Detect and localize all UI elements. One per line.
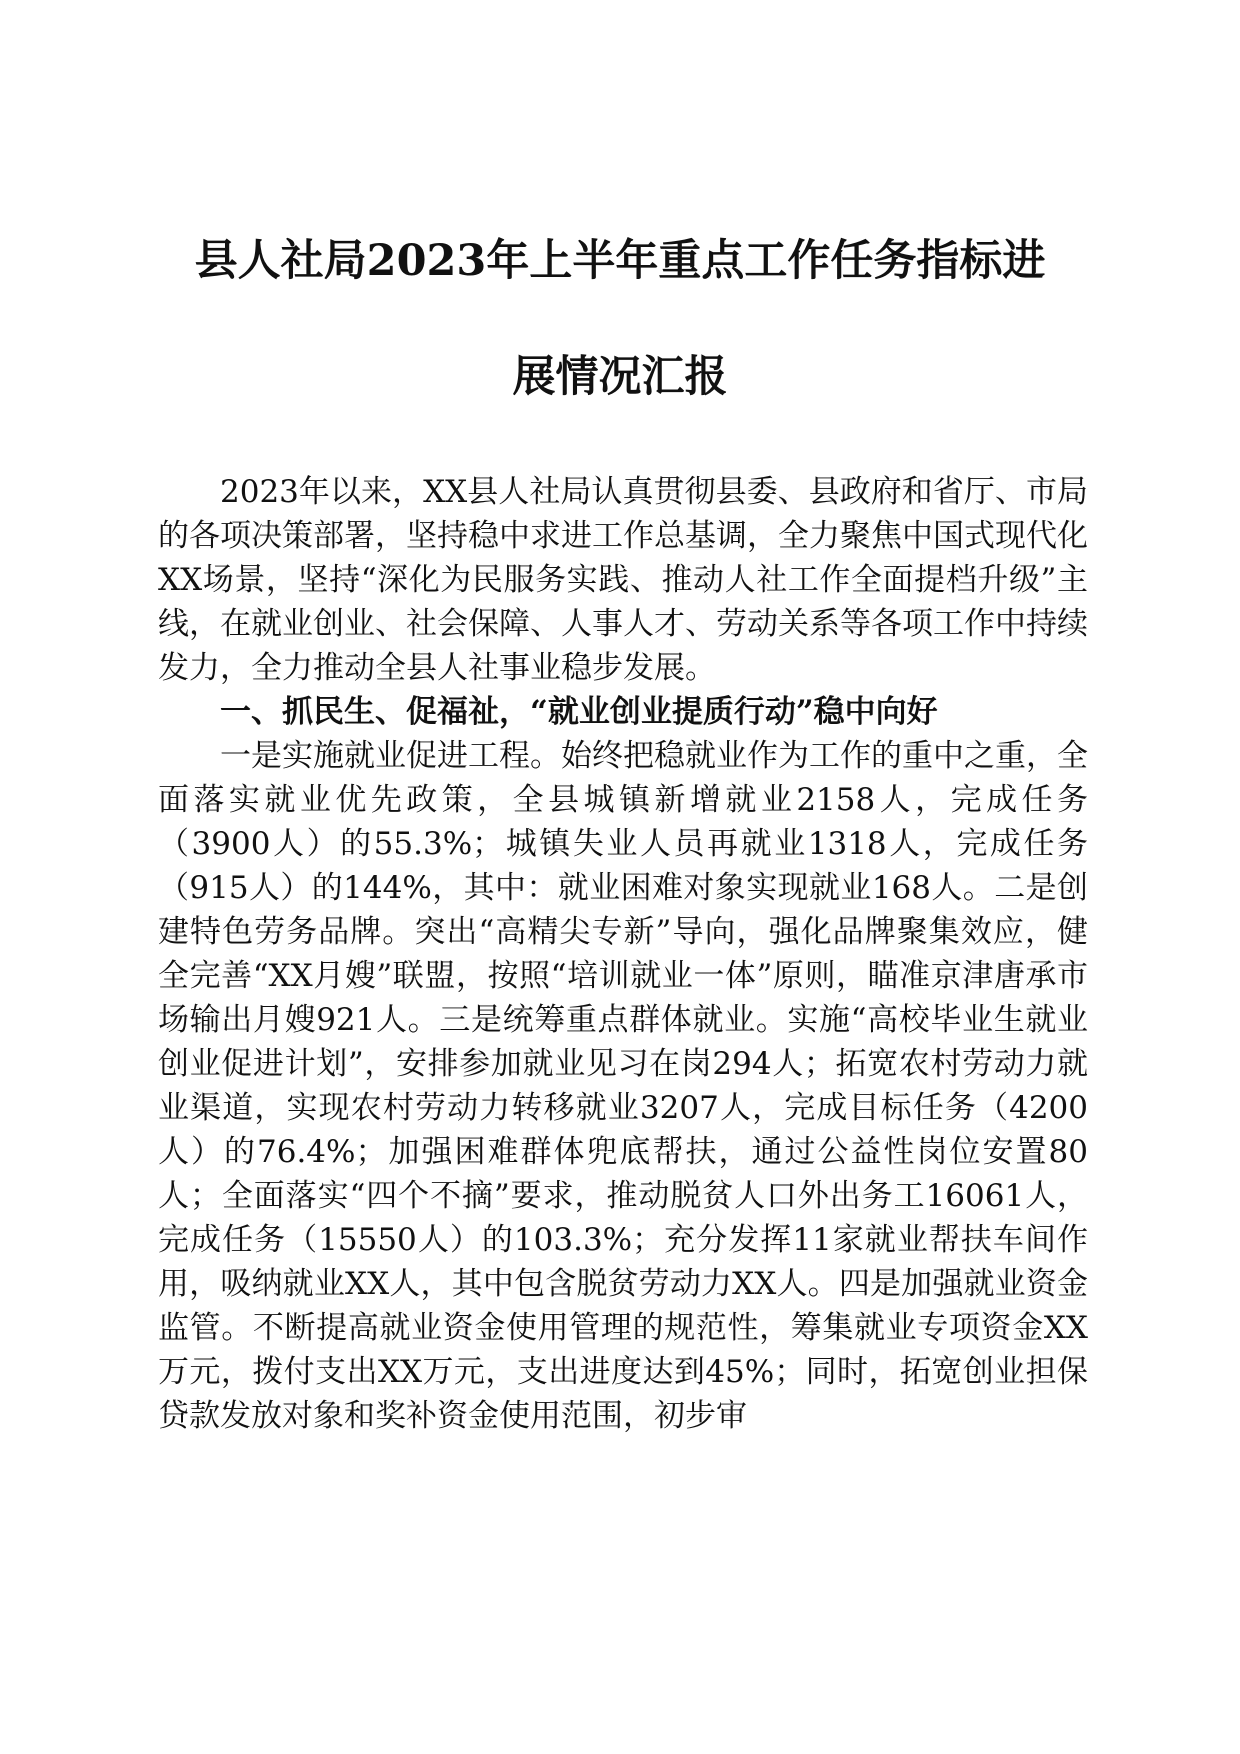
document-title-line-2: 展情况汇报 [512, 352, 728, 402]
intro-paragraph: 2023年以来，XX县人社局认真贯彻县委、县政府和省厅、市局的各项决策部署，坚持稳中求进工作总基调，全力聚焦中国式现代化XX场景，坚持“深化为民服务实践、推动人社工作全面提档升级”主线，在就业创业、社会保障、人事人才、劳动关系等各项工作中持续发力，全力推动全县人社事业稳步发展。 [158, 474, 1088, 686]
section-1-paragraph: 一是实施就业促进工程。始终把稳就业作为工作的重中之重，全面落实就业优先政策，全县城镇新增就业2158人，完成任务（3900人）的55.3%；城镇失业人员再就业1318人，完成任务（915人）的144%，其中：就业困难对象实现就业168人。二是创建特色劳务品牌。突出“高精尖专新”导向，强化品牌聚集效应，健全完善“XX月嫂”联盟，按照“培训就业一体”原则，瞄准京津唐承市场输出月嫂921人。三是统筹重点群体就业。实施“高校毕业生就业创业促进计划”，安排参加就业见习在岗294人；拓宽农村劳动力就业渠道，实现农村劳动力转移就业3207人，完成目标任务（4200人）的76.4%；加强困难群体兜底帮扶，通过公益性岗位安置80人；全面落实“四个不摘”要求，推动脱贫人口外出务工16061人，完成任务（15550人）的103.3%；充分发挥11家就业帮扶车间作用，吸纳就业XX人，其中包含脱贫劳动力XX人。四是加强就业资金监管。不断提高就业资金使用管理的规范性，筹集就业专项资金XX万元，拨付支出XX万元，支出进度达到45%；同时，拓宽创业担保贷款发放对象和奖补资金使用范围，初步审 [158, 738, 1088, 1434]
section-1-heading: 一、抓民生、促福祉，“就业创业提质行动”稳中向好 [220, 694, 938, 730]
document-title-line-1: 县人社局2023年上半年重点工作任务指标进 [194, 236, 1046, 286]
document-body [158, 470, 1088, 1438]
